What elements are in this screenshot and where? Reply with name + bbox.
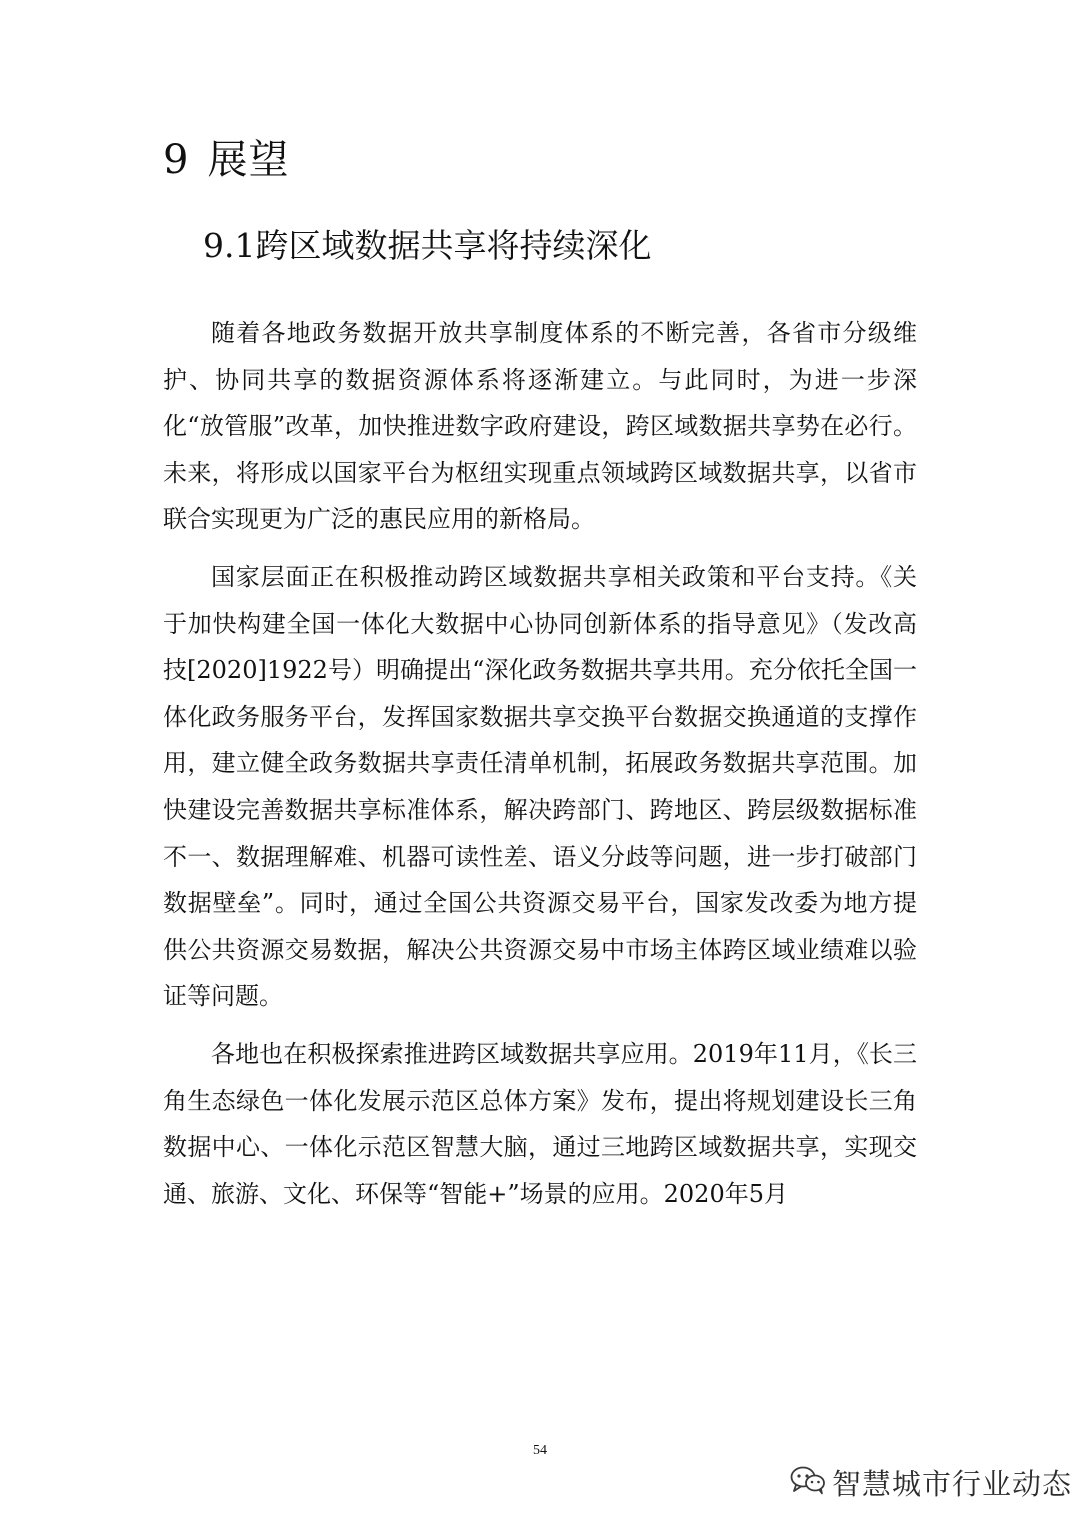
- page-number: 54: [533, 1443, 547, 1458]
- paragraph: 国家层面正在积极推动跨区域数据共享相关政策和平台支持。《关于加快构建全国一体化大数据中心协同创新体系的指导意见》（发改高技[2020]1922号）明确提出“深化政务数据共享共用。充分依托全国一体化政务服务平台，发挥国家数据共享交换平台数据交换通道的支撑作用，建立健全政务数据共享责任清单机制，拓展政务数据共享范围。加快建设完善数据共享标准体系，解决跨部门、跨地区、跨层级数据标准不一、数据理解难、机器可读性差、语义分歧等问题，进一步打破部门数据壁垒”。同时，通过全国公共资源交易平台，国家发改委为地方提供公共资源交易数据，解决公共资源交易中市场主体跨区域业绩难以验证等问题。: [163, 562, 917, 1011]
- paragraph: 随着各地政务数据开放共享制度体系的不断完善，各省市分级维护、协同共享的数据资源体系将逐渐建立。与此同时，为进一步深化“放管服”改革，加快推进数字政府建设，跨区域数据共享势在必行。未来，将形成以国家平台为枢纽实现重点领域跨区域数据共享，以省市联合实现更为广泛的惠民应用的新格局。: [163, 319, 917, 534]
- chapter-title: 展望: [207, 137, 290, 183]
- watermark-text: 智慧城市行业动态: [832, 1466, 1073, 1501]
- body-text: [163, 310, 917, 1228]
- wechat-icon: [790, 1465, 826, 1499]
- section-heading: 9.1跨区域数据共享将持续深化: [203, 226, 652, 265]
- paragraph: 各地也在积极探索推进跨区域数据共享应用。2019年11月，《长三角生态绿色一体化发展示范区总体方案》发布，提出将规划建设长三角数据中心、一体化示范区智慧大脑，通过三地跨区域数据共享，实现交通、旅游、文化、环保等“智能+”场景的应用。2020年5月: [163, 1039, 917, 1208]
- chapter-heading: [163, 132, 289, 188]
- watermark: [790, 1460, 1072, 1504]
- chapter-number: 9: [163, 137, 190, 183]
